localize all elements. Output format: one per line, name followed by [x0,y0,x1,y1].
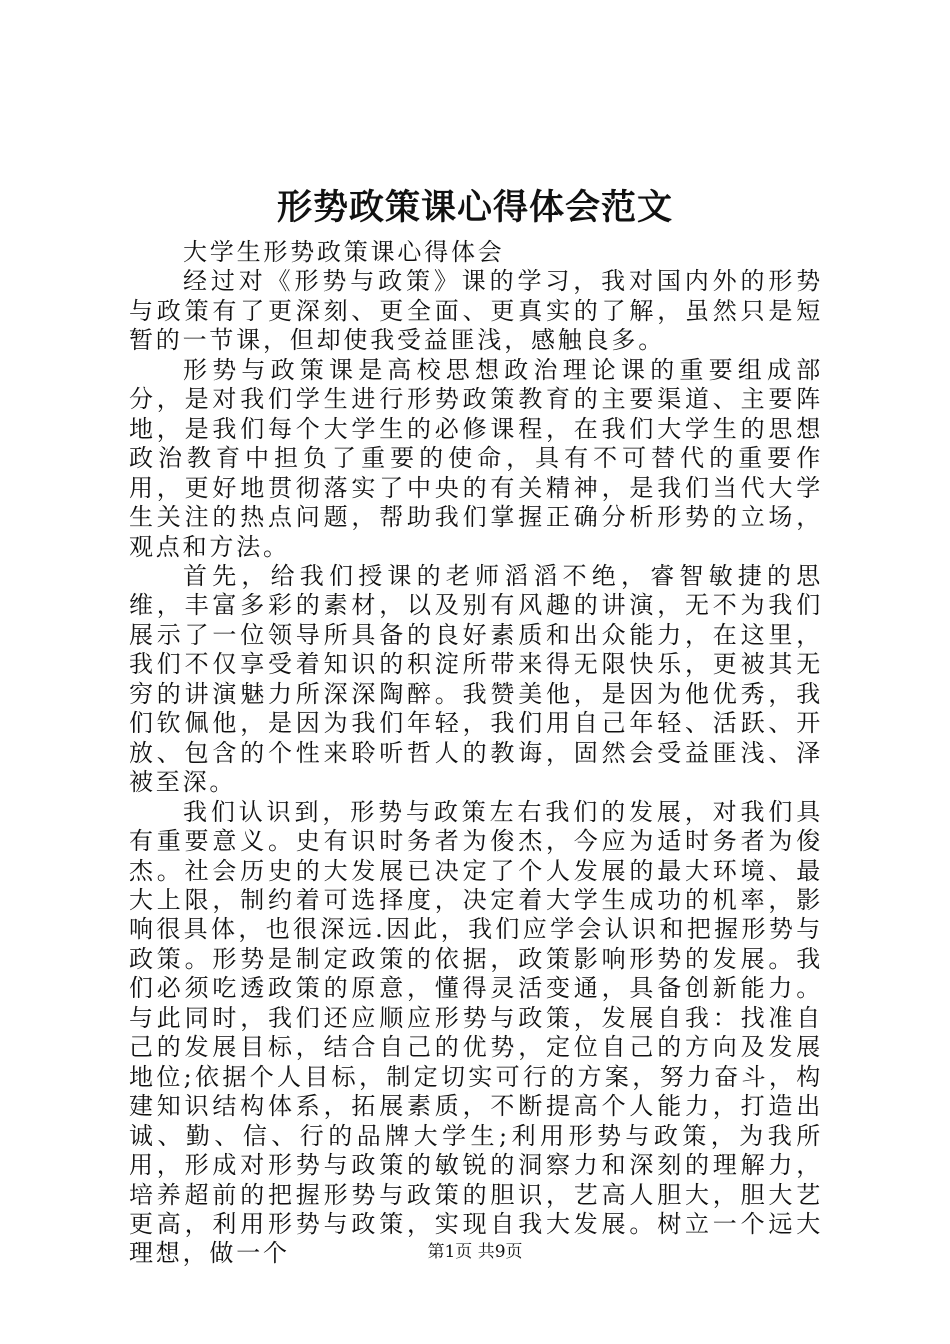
body-paragraph: 形势与政策课是高校思想政治理论课的重要组成部分，是对我们学生进行形势政策教育的主要渠道、主要阵地，是我们每个大学生的必修课程，在我们大学生的思想政治教育中担负了重要的使命，具有不可替代的重要作用，更好地贯彻落实了中央的有关精神，是我们当代大学生关注的热点问题，帮助我们掌握正确分析形势的立场，观点和方法。 [129,355,823,561]
page-number-footer: 第1页 共9页 [427,1242,523,1262]
body-paragraph: 我们认识到，形势与政策左右我们的发展，对我们具有重要意义。史有识时务者为俊杰，今应为适时务者为俊杰。社会历史的大发展已决定了个人发展的最大环境、最大上限，制约着可选择度，决定着大学生成功的机率，影响很具体，也很深远.因此，我们应学会认识和把握形势与政策。形势是制定政策的依据，政策影响形势的发展。我们必须吃透政策的原意，懂得灵活变通，具备创新能力。与此同时，我们还应顺应形势与政策，发展自我：找准自己的发展目标，结合自己的优势，定位自己的方向及发展地位;依据个人目标，制定切实可行的方案，努力奋斗，构建知识结构体系，拓展素质，不断提高个人能力，打造出诚、勤、信、行的品牌大学生;利用形势与政策，为我所用，形成对形势与政策的敏锐的洞察力和深刻的理解力，培养超前的把握形势与政策的胆识，艺高人胆大，胆大艺更高，利用形势与政策，实现自我大发展。树立一个远大理想，做一个 [129,797,823,1268]
document-body [129,238,823,1269]
body-paragraph: 经过对《形势与政策》课的学习，我对国内外的形势与政策有了更深刻、更全面、更真实的了解，虽然只是短暂的一节课，但却使我受益匪浅，感触良多。 [129,267,823,355]
subtitle-paragraph: 大学生形势政策课心得体会 [183,238,505,266]
document-title: 形势政策课心得体会范文 [276,187,673,228]
body-paragraph: 首先，给我们授课的老师滔滔不绝，睿智敏捷的思维，丰富多彩的素材，以及别有风趣的讲演，无不为我们展示了一位领导所具备的良好素质和出众能力，在这里，我们不仅享受着知识的积淀所带来得无限快乐，更被其无穷的讲演魅力所深深陶醉。我赞美他，是因为他优秀，我们钦佩他，是因为我们年轻，我们用自己年轻、活跃、开放、包含的个性来聆听哲人的教诲，固然会受益匪浅、泽被至深。 [129,561,823,797]
